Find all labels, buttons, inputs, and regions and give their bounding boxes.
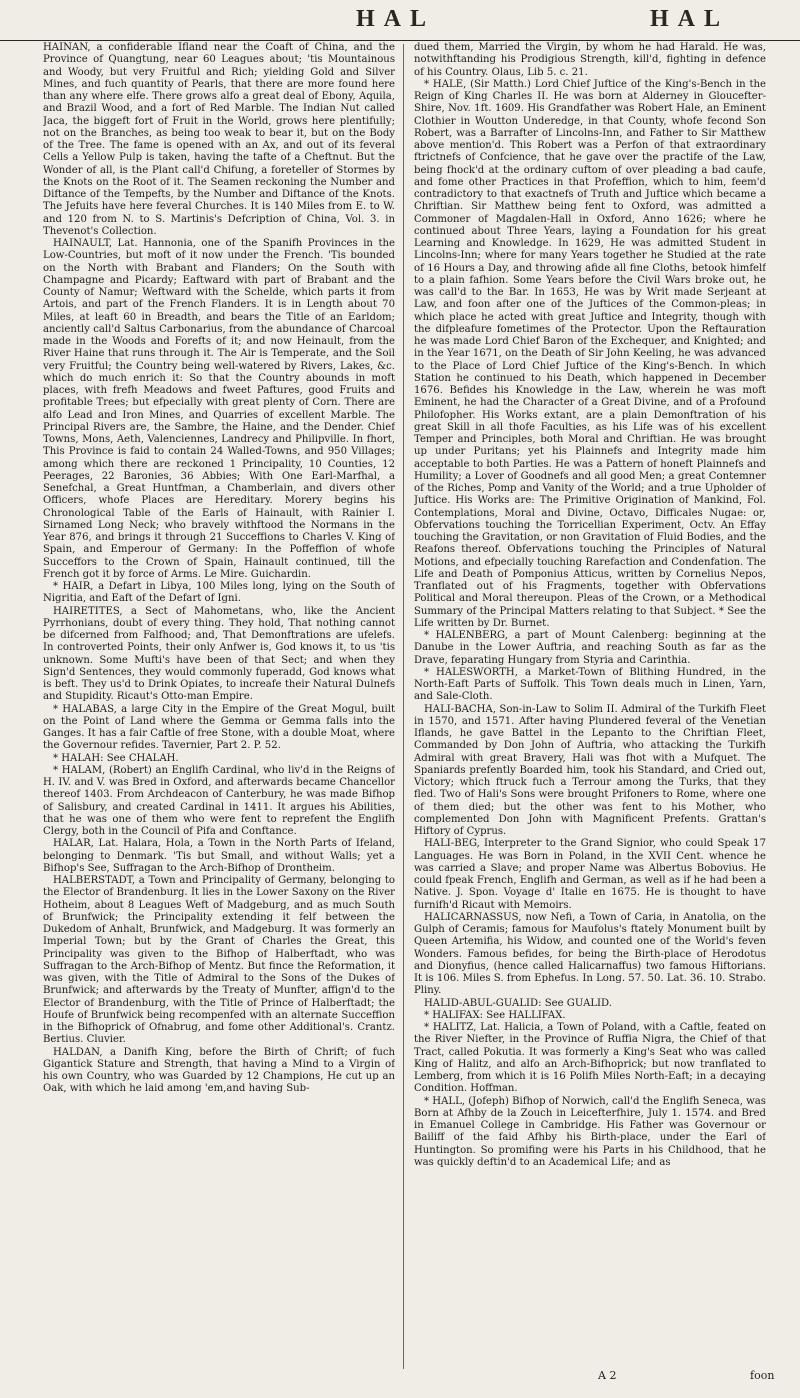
catchword: foon	[750, 1369, 775, 1382]
dictionary-entry: HALBERSTADT, a Town and Principality of Germany, belonging to the Elector of Brandenburg. It lies in the Lower Saxony on the River Hotheim, about 8 Leagues Weft of Madgeburg, and as much South of Brunfwick; the Principality extending it felf between the Dukedom of Anhalt, Brunfwick, and Madgeburg. It was formerly an Imperial Town; but by the Grant of Charles the Great, this Principality was given to the Bifhop of Halberftadt, who was Suffragan to the Arch-Bifhop of Mentz. But fince the Reformation, it was given, with the Title of Admiral to the Sons of the Dukes of Brunfwick; and afterwards by the Treaty of Munfter, affign'd to the Elector of Brandenburg, with the Title of Prince of Halberftadt; the Houfe of Brunfwick being recompenfed with an alternate Succeffion in the Bifhoprick of Ofnabrug, and fome other Additional's. Crantz. Bertius. Cluvier.	[43, 875, 395, 1046]
dictionary-entry: HALICARNASSUS, now Nefi, a Town of Caria, in Anatolia, on the Gulph of Ceramis; famous for Maufolus's ftately Monument built by Queen Artemifia, his Widow, and counted one of the World's feven Wonders. Famous befides, for being the Birth-place of Herodotus and Dionyfius, (hence called Halicarnaffus) two famous Hiftorians. It is 106. Miles S. from Ephefus. In Long. 57. 50. Lat. 36. 10. Strabo. Pliny.	[414, 911, 766, 997]
signature-mark: A 2	[598, 1369, 617, 1382]
dictionary-entry: HALI-BEG, Interpreter to the Grand Signior, who could Speak 17 Languages. He was Born in Poland, in the XVII Cent. whence he was carried a Slave; and proper Name was Albertus Bobovius. He could fpeak French, Englifh and German, as well as if he had been a Native. J. Spon. Voyage d' Italie en 1675. He is thought to have furnifh'd Ricaut with Memoirs.	[414, 838, 766, 911]
dictionary-entry: * HALAH: See CHALAH.	[53, 752, 179, 764]
column-divider	[403, 44, 404, 1369]
dictionary-entry: * HALAM, (Robert) an Englifh Cardinal, who liv'd in the Reigns of H. IV. and V. was Bred in Oxford, and afterwards became Chancellor thereof 1403. From Archdeacon of Canterbury, he was made Bifhop of Salisbury, and created Cardinal in 1411. It argues his Abilities, that he was one of them who were fent to reprefent the Englifh Clergy, both in the Council of Pifa and Conftance.	[43, 764, 395, 837]
dictionary-entry: * HAIR, a Defart in Libya, 100 Miles long, lying on the South of Nigritia, and Eaft of the Defart of Igni.	[43, 581, 395, 605]
dictionary-entry: * HALESWORTH, a Market-Town of Blithing Hundred, in the North-Eaft Parts of Suffolk. This Town deals much in Linen, Yarn, and Sale-Cloth.	[414, 666, 766, 703]
running-header-right: HAL	[650, 6, 730, 32]
dictionary-entry: HALI-BACHA, Son-in-Law to Solim II. Admiral of the Turkifh Fleet in 1570, and 1571. After having Plundered feveral of the Venetian Iflands, he gave Battel in the Lepanto to the Chriftian Fleet, Commanded by Don John of Auftria, who attacking the Turkifh Admiral with great Bravery, Hali was fhot with a Mufquet. The Spaniards prefently Boarded him, took his Standard, and Cried out, Victory; which ftruck fuch a Terrour among the Turks, that they fled. Two of Hali's Sons were brought Prifoners to Rome, where one of them died; but the other was fent to his Mother, who complemented Don John with Magnificent Prefents. Grattan's Hiftory of Cyprus.	[414, 703, 766, 837]
running-header-left: HAL	[356, 6, 436, 32]
dictionary-entry: HALAR, Lat. Halara, Hola, a Town in the North Parts of Ifeland, belonging to Denmark. 'Tis but Small, and without Walls; yet a Bifhop's See, Suffragan to the Arch-Bifhop of Drontheim.	[43, 838, 395, 874]
dictionary-entry: * HALITZ, Lat. Halicia, a Town of Poland, with a Caftle, feated on the River Niefter, in the Province of Ruffia Nigra, the Chief of that Tract, called Pokutia. It was formerly a King's Seat who was called King of Halitz, and alfo an Arch-Bifhoprick; but now tranflated to Lemberg, from which it is 16 Polifh Miles North-Eaft; in a decaying Condition. Hoffman.	[414, 1022, 766, 1095]
dictionary-entry: HAINAULT, Lat. Hannonia, one of the Spanifh Provinces in the Low-Countries, but moft of it now under the French. 'Tis bounded on the North with Brabant and Flanders; On the South with Champagne and Picardy; Eaftward with part of Brabant and the County of Namur; Weftward with the Schelde, which parts it from Artois, and part of the French Flanders. It is in Length about 70 Miles, at leaft 60 in Breadth, and bears the Title of an Earldom; anciently call'd Saltus Carbonarius, from the abundance of Charcoal made in the Woods and Forefts of it; and now Heinault, from the River Haine that runs through it. The Air is Temperate, and the Soil very Fruitful; the Country being well-watered by Rivers, Lakes, &c. which do much enrich it: So that the Country abounds in moft places, with frefh Meadows and fweet Paftures, good Fruits and profitable Trees; but efpecially with great plenty of Corn. There are alfo Lead and Iron Mines, and Quarries of excellent Marble. The Principal Rivers are, the Sambre, the Haine, and the Dender. Chief Towns, Mons, Aeth, Valenciennes, Landrecy and Philipville. In fhort, This Province is faid to contain 24 Walled-Towns, and 950 Villages; among which there are reckoned 1 Principality, 10 Counties, 12 Peerages, 22 Baronies, 36 Abbies; With One Earl-Marfhal, a Senefchal, a Great Huntfman, a Chamberlain, and divers other Officers, whofe Places are Hereditary. Morery begins his Chronological Table of the Earls of Hainault, with Rainier I. Sirnamed Long Neck; who bravely withftood the Normans in the Year 876, and brings it through 21 Succeffions to Charles V. King of Spain, and Emperour of Germany: In the Poffeffion of whofe Succeffors to the Crown of Spain, Hainault continued, till the French got it by force of Arms. Le Mire. Guichardin.	[43, 238, 395, 580]
dictionary-entry: HALDAN, a Danifh King, before the Birth of Chrift; of fuch Gigantick Stature and Strength, that having a Mind to a Virgin of his own Country, who was Guarded by 12 Champions, He cut up an Oak, with which he laid among 'em,and having Sub-	[43, 1046, 395, 1095]
right-column	[414, 42, 766, 1372]
dictionary-entry: * HALENBERG, a part of Mount Calenberg: beginning at the Danube in the Lower Auftria, and reaching South as far as the Drave, feparating Hungary from Styria and Carinthia.	[414, 630, 766, 666]
running-header	[0, 0, 800, 41]
dictionary-entry: dued them, Married the Virgin, by whom he had Harald. He was, notwithftanding his Prodigious Strength, kill'd, fighting in defence of his Country. Olaus, Lib 5. c. 21.	[414, 42, 766, 78]
left-column	[43, 42, 395, 1372]
dictionary-entry: * HALABAS, a large City in the Empire of the Great Mogul, built on the Point of Land where the Gemma or Gemma falls into the Ganges. It has a fair Caftle of free Stone, with a double Moat, where the Governour refides. Tavernier, Part 2. P. 52.	[43, 703, 395, 752]
dictionary-entry: * HALL, (Jofeph) Bifhop of Norwich, call'd the Englifh Seneca, was Born at Afhby de la Zouch in Leicefterfhire, July 1. 1574. and Bred in Emanuel College in Cambridge. His Father was Governour or Bailiff of the faid Afhby his Birth-place, under the Earl of Huntington. So promifing were his Parts in his Childhood, that he was quickly deftin'd to an Academical Life; and as	[414, 1095, 766, 1168]
dictionary-entry: * HALIFAX: See HALLIFAX.	[424, 1009, 566, 1021]
dictionary-entry: HAINAN, a confiderable Ifland near the Coaft of China, and the Province of Quangtung, near 60 Leagues about; 'tis Mountainous and Woody, but very Fruitful and Rich; yielding Gold and Silver Mines, and fuch quantity of Pearls, that there are more found here than any where elfe. There grows alfo a great deal of Ebony, Aquila, and Brazil Wood, and a fort of Red Marble. The Indian Nut called Jaca, the biggeft fort of Fruit in the World, grows here plentifully; not on the Branches, as being too weak to bear it, but on the Body of the Tree. The fame is opened with an Ax, and out of its feveral Cells a Yellow Pulp is taken, having the tafte of a Cheftnut. But the Wonder of all, is the Plant call'd Chifung, a foreteller of Stormes by the Knots on the Root of it. The Seamen reckoning the Number and Diftance of the Tempefts, by the Number and Diftance of the Knots. The Jefuits have here feveral Churches. It is 140 Miles from E. to W. and 120 from N. to S. Martinis's Defcription of China, Vol. 3. in Thevenot's Collection.	[43, 42, 395, 237]
dictionary-entry: HAIRETITES, a Sect of Mahometans, who, like the Ancient Pyrrhonians, doubt of every thing. They hold, That nothing cannot be difcerned from Falfhood; and, That Demonftrations are ufelefs. In controverted Points, their only Anfwer is, God knows it, to us 'tis unknown. Some Mufti's have been of that Sect; and when they Sign'd Sentences, they would commonly fuperadd, God knows what is beft. They us'd to Drink Opiates, to increafe their Natural Dulnefs and Stupidity. Ricaut's Otto-man Empire.	[43, 605, 395, 703]
dictionary-entry: * HALE, (Sir Matth.) Lord Chief Juftice of the King's-Bench in the Reign of King Charles II. He was born at Alderney in Gloucefter-Shire, Nov. 1ft. 1609. His Grandfather was Robert Hale, an Eminent Clothier in Woutton Underedge, in that County, whofe fecond Son Robert, was a Barrafter of Lincolns-Inn, and Father to Sir Matthew above mention'd. This Robert was a Perfon of that extraordinary ftrictnefs of Confcience, that he gave over the practife of the Law, being fhock'd at the ordinary cuftom of over pleading a bad caufe, and fome other Practices in that Profeffion, which to him, feem'd contradictory to that exactnefs of Truth and Juftice which became a Chriftian. Sir Matthew being fent to Oxford, was admitted a Commoner of Magdalen-Hall in Oxford, Anno 1626; where he continued about Three Years, laying a Foundation for his great Learning and Knowledge. In 1629, He was admitted Student in Lincolns-Inn; where for many Years together he Studied at the rate of 16 Hours a Day, and throwing afide all fine Cloths, betook himfelf to a plain fafhion. Some Years before the Civil Wars broke out, he was call'd to the Bar. In 1653, He was by Writ made Serjeant at Law, and foon after one of the Juftices of the Common-pleas; in which place he acted with great Juftice and Integrity, though with the difpleafure fometimes of the Protector. Upon the Reftauration he was made Lord Chief Baron of the Exchequer, and Knighted; and in the Year 1671, on the Death of Sir John Keeling, he was advanced to the Place of Lord Chief Juftice of the King's-Bench. In which Station he continued to his Death, which happened in December 1676. Befides his Knowledge in the Law, wherein he was moft Eminent, he had the Character of a Great Divine, and of a Profound Philofopher. His Works extant, are a plain Demonftration of his great Skill in all thofe Faculties, as his Life was of his excellent Temper and Principles, both Moral and Chriftian. He was brought up under Puritans; yet his Plainnefs and Integrity made him acceptable to both Parties. He was a Pattern of honeft Plainnefs and Humility; a Lover of Goodnefs and all good Men; a great Contemner of the Riches, Pomp and Vanity of the World; and a true Upholder of Juftice. His Works are: The Primitive Origination of Mankind, Fol. Contemplations, Moral and Divine, Octavo, Difficales Nugae: or, Obfervations touching the Torricellian Experiment, Octv. An Effay touching the Gravitation, or non Gravitation of Fluid Bodies, and the Reafons thereof. Obfervations touching the Principles of Natural Motions, and efpecially touching Rarefaction and Condenfation. The Life and Death of Pomponius Atticus, written by Cornelius Nepos, Tranflated out of his Fragments, together with Obfervations Political and Moral thereupon. Pleas of the Crown, or a Methodical Summary of the Principal Matters relating to that Subject. * See the Life written by Dr. Burnet.	[414, 78, 766, 629]
dictionary-entry: HALID-ABUL-GUALID: See GUALID.	[424, 997, 612, 1009]
